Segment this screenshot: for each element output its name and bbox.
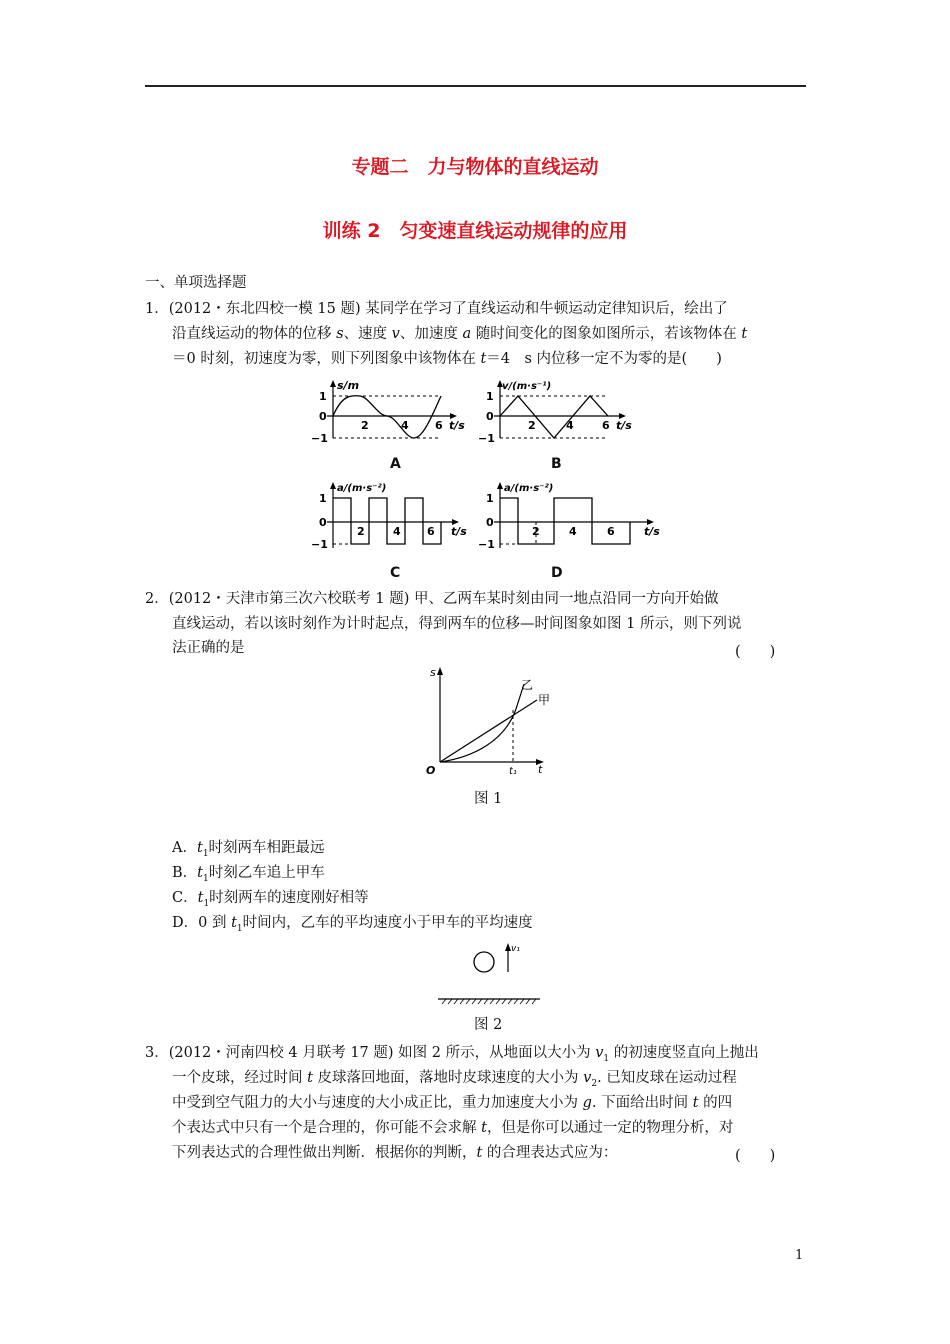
chart-a-ym1: −1 — [311, 432, 328, 445]
chart-a-x2: 2 — [361, 419, 369, 432]
fig1-t1: t₁ — [509, 766, 517, 777]
chart-a-caption: A — [390, 456, 401, 472]
chart-b-ym1: −1 — [478, 432, 495, 445]
chart-c-caption: C — [390, 565, 401, 581]
header-rule — [145, 85, 806, 87]
q2-line3: 法正确的是 — [172, 640, 245, 656]
q2-answer-paren: ( ) — [735, 644, 776, 660]
chart-d-x4: 4 — [569, 525, 577, 538]
chart-c-x2: 2 — [357, 525, 365, 538]
q3-line1: 3．(2012・河南四校 4 月联考 17 题) 如图 2 所示，从地面以大小为 $v_1$ 的初速度竖直向上抛出 — [145, 1045, 759, 1064]
q3-answer-paren: ( ) — [735, 1148, 776, 1164]
q1-line1: 1．(2012・东北四校一模 15 题) 某同学在学习了直线运动和牛顿运动定律知识后，绘出了 — [145, 301, 728, 317]
fig1-jia: 甲 — [538, 693, 551, 707]
figure-2-caption: 图 2 — [474, 1017, 503, 1033]
chart-c-x4: 4 — [393, 525, 401, 538]
chart-c-ylabel: a/(m·s⁻²) — [337, 483, 387, 494]
q1-line2: 沿直线运动的物体的位移 s、速度 v、加速度 a 随时间变化的图象如图所示，若该物体在 t — [172, 326, 748, 342]
page-number: 1 — [795, 1248, 804, 1263]
chart-d-caption: D — [551, 565, 563, 581]
chart-b-x2: 2 — [528, 419, 536, 432]
chart-b-x4: 4 — [566, 419, 574, 432]
chart-b-y1: 1 — [486, 390, 494, 403]
chart-c-y0: 0 — [319, 516, 327, 529]
section-heading: 一、单项选择题 — [145, 275, 247, 291]
q2-option-b: B．$t_1$时刻乙车追上甲车 — [172, 865, 325, 884]
chart-d-xlabel: t/s — [644, 525, 660, 538]
chart-c-x6: 6 — [427, 525, 435, 538]
q2-option-c: C．$t_1$时刻两车的速度刚好相等 — [172, 890, 369, 909]
q2-option-a: A．$t_1$时刻两车相距最远 — [172, 840, 325, 859]
page-title: 专题二 力与物体的直线运动 — [351, 156, 599, 178]
chart-b-x6: 6 — [602, 419, 610, 432]
chart-c-ym1: −1 — [311, 538, 328, 551]
fig1-origin: O — [426, 764, 436, 777]
q1-chart-a — [305, 378, 465, 450]
chart-a-x6: 6 — [435, 419, 443, 432]
chart-d-y0: 0 — [486, 516, 494, 529]
chart-d-ym1: −1 — [478, 538, 495, 551]
chart-c-y1: 1 — [319, 492, 327, 505]
chart-a-xlabel: t/s — [449, 419, 465, 432]
chart-c-xlabel: t/s — [451, 525, 467, 538]
fig2-v1: v₁ — [511, 944, 520, 954]
figure-1 — [420, 662, 560, 777]
figure-2 — [436, 938, 546, 1010]
q1-chart-c — [305, 480, 470, 552]
q1-line3: ＝0 时刻，初速度为零，则下列图象中该物体在 t＝4 s 内位移一定不为零的是( ) — [172, 351, 722, 367]
q3-line4: 个表达式中只有一个是合理的，你可能不会求解 t，但是你可以通过一定的物理分析，对 — [172, 1120, 734, 1136]
chart-a-ylabel: s/m — [337, 379, 360, 392]
q2-line2: 直线运动，若以该时刻作为计时起点，得到两车的位移—时间图象如图 1 所示，则下列说 — [172, 616, 742, 632]
chart-d-x2: 2 — [532, 525, 540, 538]
chart-b-y0: 0 — [486, 410, 494, 423]
q3-line5: 下列表达式的合理性做出判断．根据你的判断，t 的合理表达式应为： — [172, 1145, 618, 1161]
q3-line3: 中受到空气阻力的大小与速度的大小成正比，重力加速度大小为 g. 下面给出时间 t 的四 — [172, 1095, 733, 1111]
fig1-s-label: s — [430, 666, 436, 679]
chart-d-y1: 1 — [486, 492, 494, 505]
fig1-yi: 乙 — [521, 678, 534, 692]
q3-line2: 一个皮球，经过时间 t 皮球落回地面，落地时皮球速度的大小为 $v_2$. 已知皮球在运动过程 — [172, 1070, 737, 1089]
chart-b-ylabel: v/(m·s⁻¹) — [502, 381, 552, 392]
chart-b-caption: B — [551, 456, 562, 472]
q2-line1: 2．(2012・天津市第三次六校联考 1 题) 甲、乙两车某时刻由同一地点沿同一方向开始做 — [145, 591, 719, 607]
chart-d-x6: 6 — [607, 525, 615, 538]
q2-option-d: D．0 到 $t_1$时间内，乙车的平均速度小于甲车的平均速度 — [172, 915, 533, 934]
chart-a-y1: 1 — [319, 390, 327, 403]
page-subtitle: 训练 2 匀变速直线运动规律的应用 — [322, 220, 628, 242]
figure-1-caption: 图 1 — [474, 791, 503, 807]
q1-chart-b — [472, 378, 637, 450]
ball-icon — [474, 952, 494, 972]
chart-d-ylabel: a/(m·s⁻²) — [504, 483, 554, 494]
chart-a-y0: 0 — [319, 410, 327, 423]
chart-b-xlabel: t/s — [616, 419, 632, 432]
q1-chart-d — [472, 480, 662, 552]
fig1-t-label: t — [538, 763, 543, 776]
chart-a-x4: 4 — [401, 419, 409, 432]
